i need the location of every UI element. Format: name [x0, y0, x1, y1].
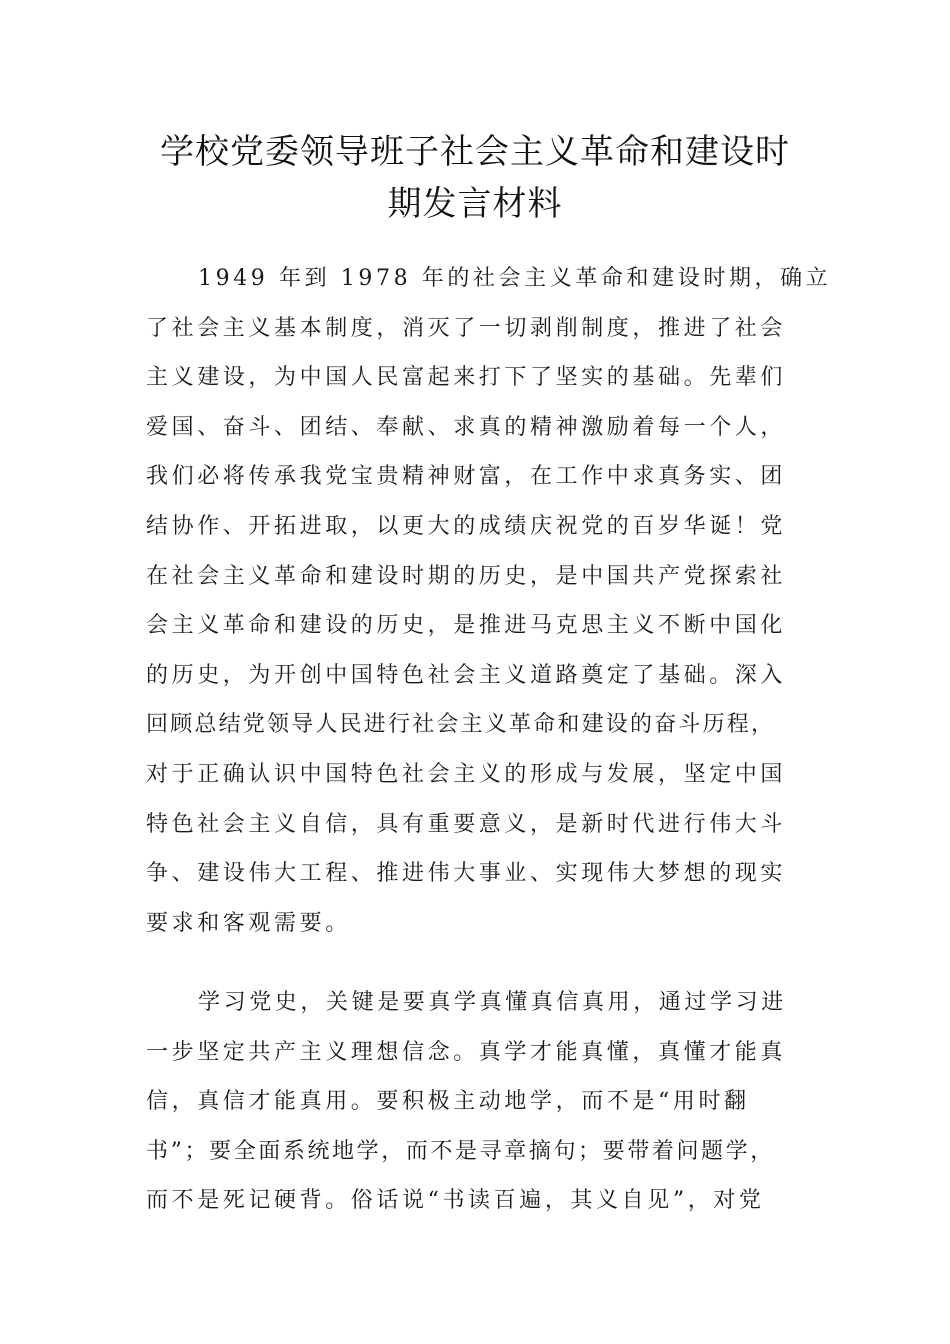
title-line: 学校党委领导班子社会主义革命和建设时: [160, 132, 790, 172]
paragraph-line: 在社会主义革命和建设时期的历史，是中国共产党探索社: [146, 563, 787, 589]
paragraph-line: 了社会主义基本制度，消灭了一切剥削制度，推进了社会: [146, 315, 787, 341]
paragraph-line: 的历史，为开创中国特色社会主义道路奠定了基础。深入: [146, 662, 787, 688]
paragraph-line: 主义建设，为中国人民富起来打下了坚实的基础。先辈们: [146, 365, 787, 391]
paragraph-line: 1949 年到 1978 年的社会主义革命和建设时期，确立: [198, 266, 832, 291]
body-paragraph: [146, 254, 831, 948]
body-paragraph: [146, 978, 787, 1226]
paragraph-line: 一步坚定共产主义理想信念。真学才能真懂，真懂才能真: [146, 1039, 787, 1065]
paragraph-line: 爱国、奋斗、团结、奉献、求真的精神激励着每一个人，: [146, 414, 787, 440]
document-title: [100, 126, 850, 230]
paragraph-line: 对于正确认识中国特色社会主义的形成与发展，坚定中国: [146, 761, 787, 787]
paragraph-line: 结协作、开拓进取，以更大的成绩庆祝党的百岁华诞！党: [146, 513, 787, 539]
paragraph-line: 特色社会主义自信，具有重要意义，是新时代进行伟大斗: [146, 811, 787, 837]
title-line: 期发言材料: [387, 184, 563, 224]
paragraph-line: 书”；要全面系统地学，而不是寻章摘句；要带着问题学，: [146, 1138, 775, 1164]
paragraph-line: 要求和客观需要。: [146, 910, 351, 936]
paragraph-line: 我们必将传承我党宝贵精神财富，在工作中求真务实、团: [146, 464, 787, 490]
paragraph-line: 回顾总结党领导人民进行社会主义革命和建设的奋斗历程，: [146, 712, 776, 738]
paragraph-line: 信，真信才能真用。要积极主动地学，而不是“用时翻: [146, 1089, 750, 1115]
paragraph-line: 而不是死记硬背。俗话说“书读百遍，其义自见”，对党: [146, 1188, 765, 1214]
paragraph-line: 争、建设伟大工程、推进伟大事业、实现伟大梦想的现实: [146, 861, 787, 887]
paragraph-line: 会主义革命和建设的历史，是推进马克思主义不断中国化: [146, 613, 787, 639]
paragraph-line: 学习党史，关键是要真学真懂真信真用，通过学习进: [198, 990, 787, 1015]
